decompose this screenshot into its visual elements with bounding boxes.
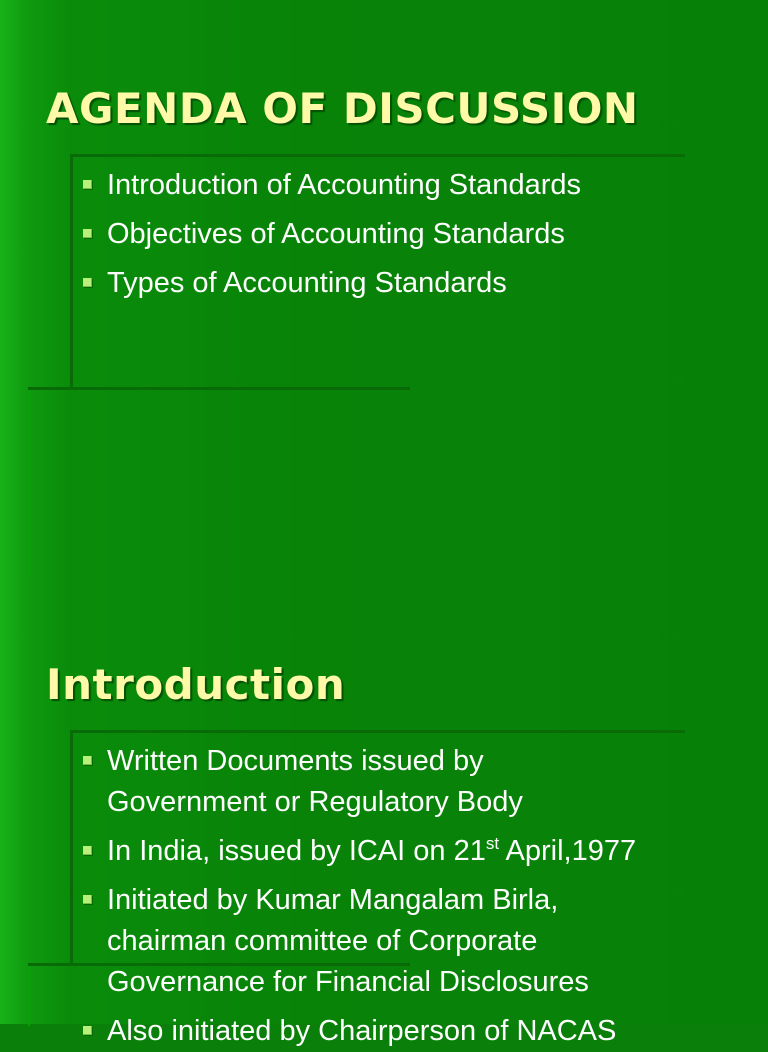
frame-line — [70, 154, 685, 157]
square-bullet-icon — [83, 846, 92, 855]
square-bullet-icon — [83, 1026, 92, 1035]
bullet-item: Introduction of Accounting Standards — [80, 165, 581, 206]
frame-line — [70, 154, 73, 389]
square-bullet-icon — [83, 278, 92, 287]
bullet-list — [80, 165, 581, 304]
square-bullet-icon — [83, 180, 92, 189]
frame-line — [28, 387, 410, 390]
square-bullet-icon — [83, 895, 92, 904]
frame-line — [70, 730, 685, 733]
bullet-list — [80, 741, 636, 1052]
square-bullet-icon — [83, 756, 92, 765]
bullet-item: Types of Accounting Standards — [80, 263, 581, 304]
slide-introduction — [0, 576, 768, 1047]
bullet-item: Objectives of Accounting Standards — [80, 214, 581, 255]
frame-line — [28, 390, 30, 576]
slide-title: AGENDA OF DISCUSSION — [46, 84, 639, 133]
frame-line — [28, 966, 30, 1026]
bullet-item: In India, issued by ICAI on 21st April,1977 — [80, 831, 636, 872]
frame-line — [70, 730, 73, 965]
square-bullet-icon — [83, 229, 92, 238]
bullet-item: Written Documents issued by Government or Regulatory Body — [80, 741, 636, 823]
bullet-item: Also initiated by Chairperson of NACAS — [80, 1011, 636, 1052]
bullet-item: Initiated by Kumar Mangalam Birla, chairman committee of Corporate Governance for Financial Disclosures — [80, 880, 636, 1003]
slide-title: Introduction — [46, 660, 346, 709]
